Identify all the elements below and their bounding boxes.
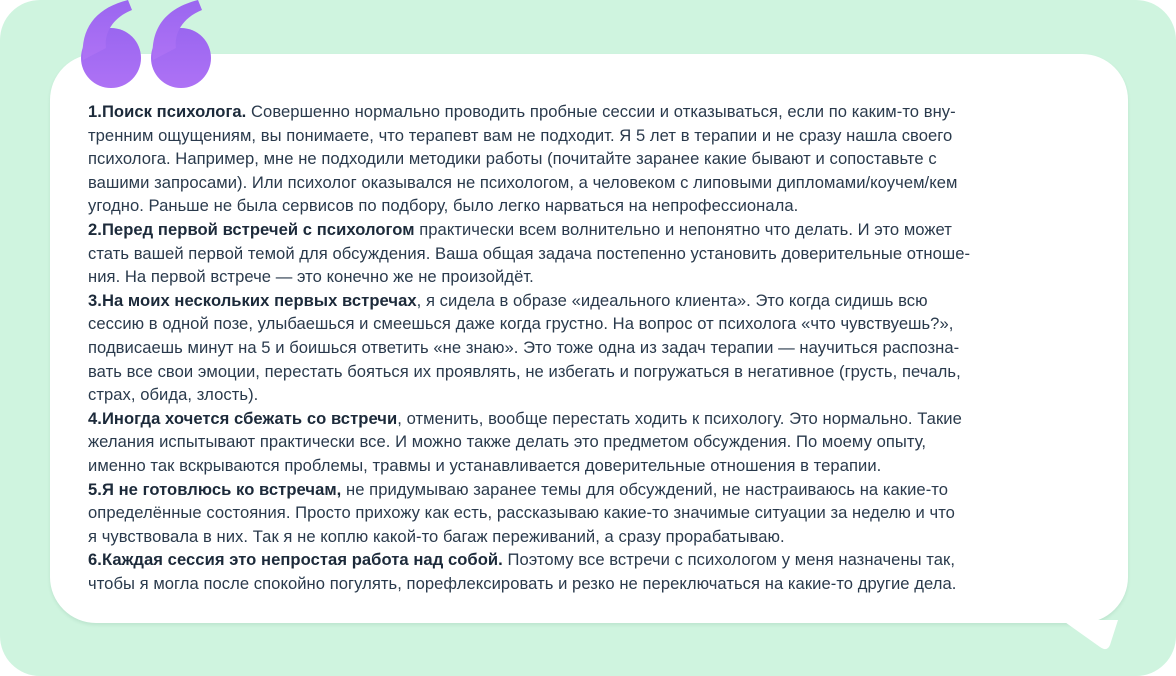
item-2-title: 2.Перед первой встречей с психологом (88, 219, 415, 239)
quote-item-4 (88, 407, 1098, 478)
item-4-line-3: именно так вскрываются проблемы, травмы и устанавливается доверительные отношения в терапии. (88, 455, 882, 475)
item-5-line-1: не придумываю заранее темы для обсуждений, не настраиваюсь на какие-то (341, 479, 949, 499)
item-1-title: 1.Поиск психолога. (88, 102, 247, 121)
item-3-line-5: страх, обида, злость). (88, 385, 259, 405)
item-4-line-2: желания испытывают практически все. И можно также делать это предметом обсуждения. По моему опыту, (88, 432, 927, 452)
double-opening-quote-icon (78, 0, 214, 90)
item-1-line-1: Совершенно нормально проводить пробные сессии и отказываться, если по каким-то вну- (246, 102, 956, 121)
item-6-title: 6.Каждая сессия это непростая работа над собой. (88, 550, 503, 570)
item-1-line-5: угодно. Раньше не была сервисов по подбору, было легко нарваться на непрофессионала. (88, 196, 799, 216)
item-5-line-2: определённые состояния. Просто прихожу как есть, рассказываю какие-то значимые ситуации за неделю и что (88, 503, 955, 523)
item-5-line-3: я чувствовала в них. Так я не коплю какой-то багаж переживаний, а сразу прорабатываю. (88, 526, 785, 546)
item-5-title: 5.Я не готовлюсь ко встречам, (88, 479, 342, 499)
item-2-line-3: ния. На первой встрече — это конечно же не произойдёт. (88, 267, 534, 287)
item-6-line-1: Поэтому все встречи с психологом у меня назначены так, (502, 550, 956, 570)
item-4-line-1: , отменить, вообще перестать ходить к психологу. Это нормально. Такие (397, 408, 962, 428)
item-2-line-2: стать вашей первой темой для обсуждения. Ваша общая задача постепенно установить доверительные отноше- (88, 243, 971, 263)
quote-item-5 (88, 478, 1098, 549)
quote-item-6 (88, 548, 1098, 595)
item-3-line-1: , я сидела в образе «идеального клиента». Это когда сидишь всю (416, 290, 928, 310)
item-3-line-2: сессию в одной позе, улыбаешься и смеешься даже когда грустно. На вопрос от психолога «что чувствуешь?», (88, 314, 954, 334)
item-6-line-2: чтобы я могла после спокойно погулять, порефлексировать и резко не переключаться на какие-то другие дела. (88, 573, 957, 593)
item-4-title: 4.Иногда хочется сбежать со встречи (88, 408, 398, 428)
quote-item-2 (88, 218, 1098, 289)
item-3-line-3: подвисаешь минут на 5 и боишься ответить «не знаю». Это тоже одна из задач терапии — научиться распозна- (88, 337, 960, 357)
item-2-line-1: практически всем волнительно и непонятно что делать. И это может (414, 219, 952, 239)
item-1-line-4: вашими запросами). Или психолог оказывался не психологом, а человеком с липовыми дипломами/коучем/кем (88, 172, 958, 192)
item-3-title: 3.На моих нескольких первых встречах (88, 290, 417, 310)
quote-item-3 (88, 289, 1098, 407)
item-1-line-2: тренним ощущениям, вы понимаете, что терапевт вам не подходит. Я 5 лет в терапии и не сразу нашла своего (88, 125, 953, 145)
quote-text-block (88, 100, 1098, 595)
quote-item-1 (88, 100, 1098, 218)
item-1-line-3: психолога. Например, мне не подходили методики работы (почитайте заранее какие бывают и сопоставьте с (88, 149, 937, 169)
item-3-line-4: вать все свои эмоции, перестать бояться их проявлять, не избегать и погружаться в негативное (грусть, печаль, (88, 361, 961, 381)
